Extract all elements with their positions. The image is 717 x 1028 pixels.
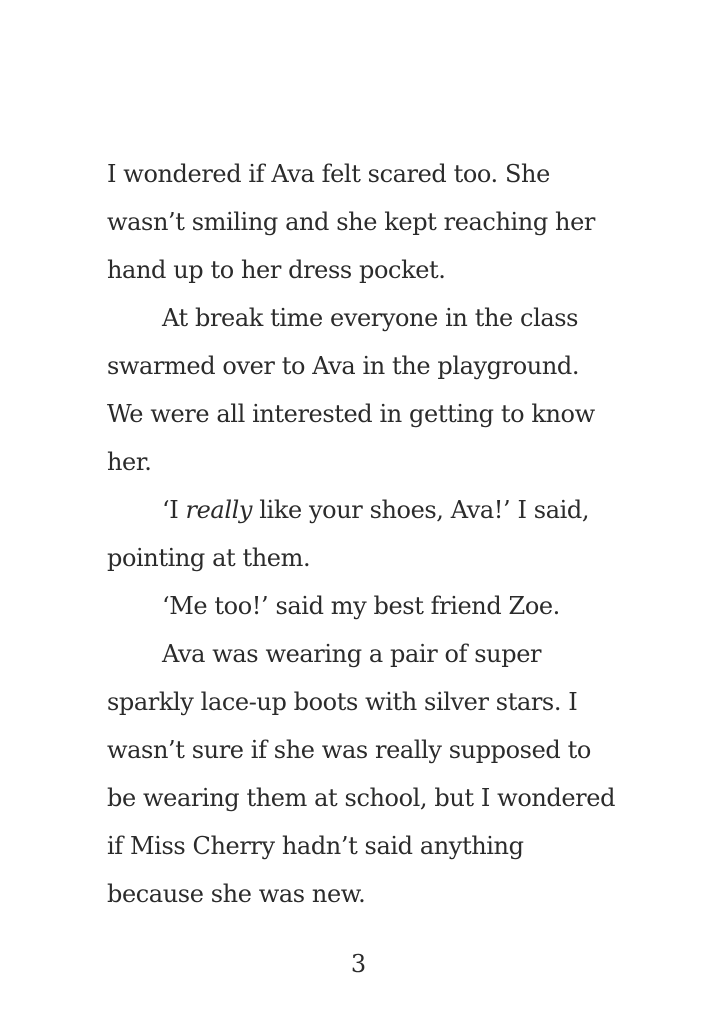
text-line: be wearing them at school, but I wondered — [107, 784, 616, 812]
text-line: pointing at them. — [107, 544, 311, 572]
text-line: At break time everyone in the class — [162, 304, 579, 332]
text-line: sparkly lace-up boots with silver stars. I — [107, 688, 578, 716]
text-line: if Miss Cherry hadn’t said anything — [107, 832, 524, 860]
paragraph-2 — [107, 294, 647, 486]
text-line: because she was new. — [107, 880, 366, 908]
paragraph-4 — [107, 582, 647, 630]
text-line: wasn’t sure if she was really supposed to — [107, 736, 591, 764]
page-number: 3 — [350, 950, 367, 978]
text-line: Ava was wearing a pair of super — [162, 640, 542, 668]
body-text — [107, 150, 647, 918]
paragraph-1 — [107, 150, 647, 294]
text-line — [107, 486, 647, 534]
text-line: I wondered if Ava felt scared too. She — [107, 160, 550, 188]
text-line: her. — [107, 448, 152, 476]
paragraph-3 — [107, 486, 647, 582]
text-fragment: ‘I — [162, 496, 186, 524]
paragraph-5 — [107, 630, 647, 918]
emphasis-text: really — [185, 496, 253, 524]
text-fragment: like your shoes, Ava!’ I said, — [252, 496, 590, 524]
text-line: wasn’t smiling and she kept reaching her — [107, 208, 595, 236]
text-line: ‘Me too!’ said my best friend Zoe. — [162, 592, 560, 620]
text-line: hand up to her dress pocket. — [107, 256, 446, 284]
text-line: We were all interested in getting to know — [107, 400, 595, 428]
text-line: swarmed over to Ava in the playground. — [107, 352, 580, 380]
